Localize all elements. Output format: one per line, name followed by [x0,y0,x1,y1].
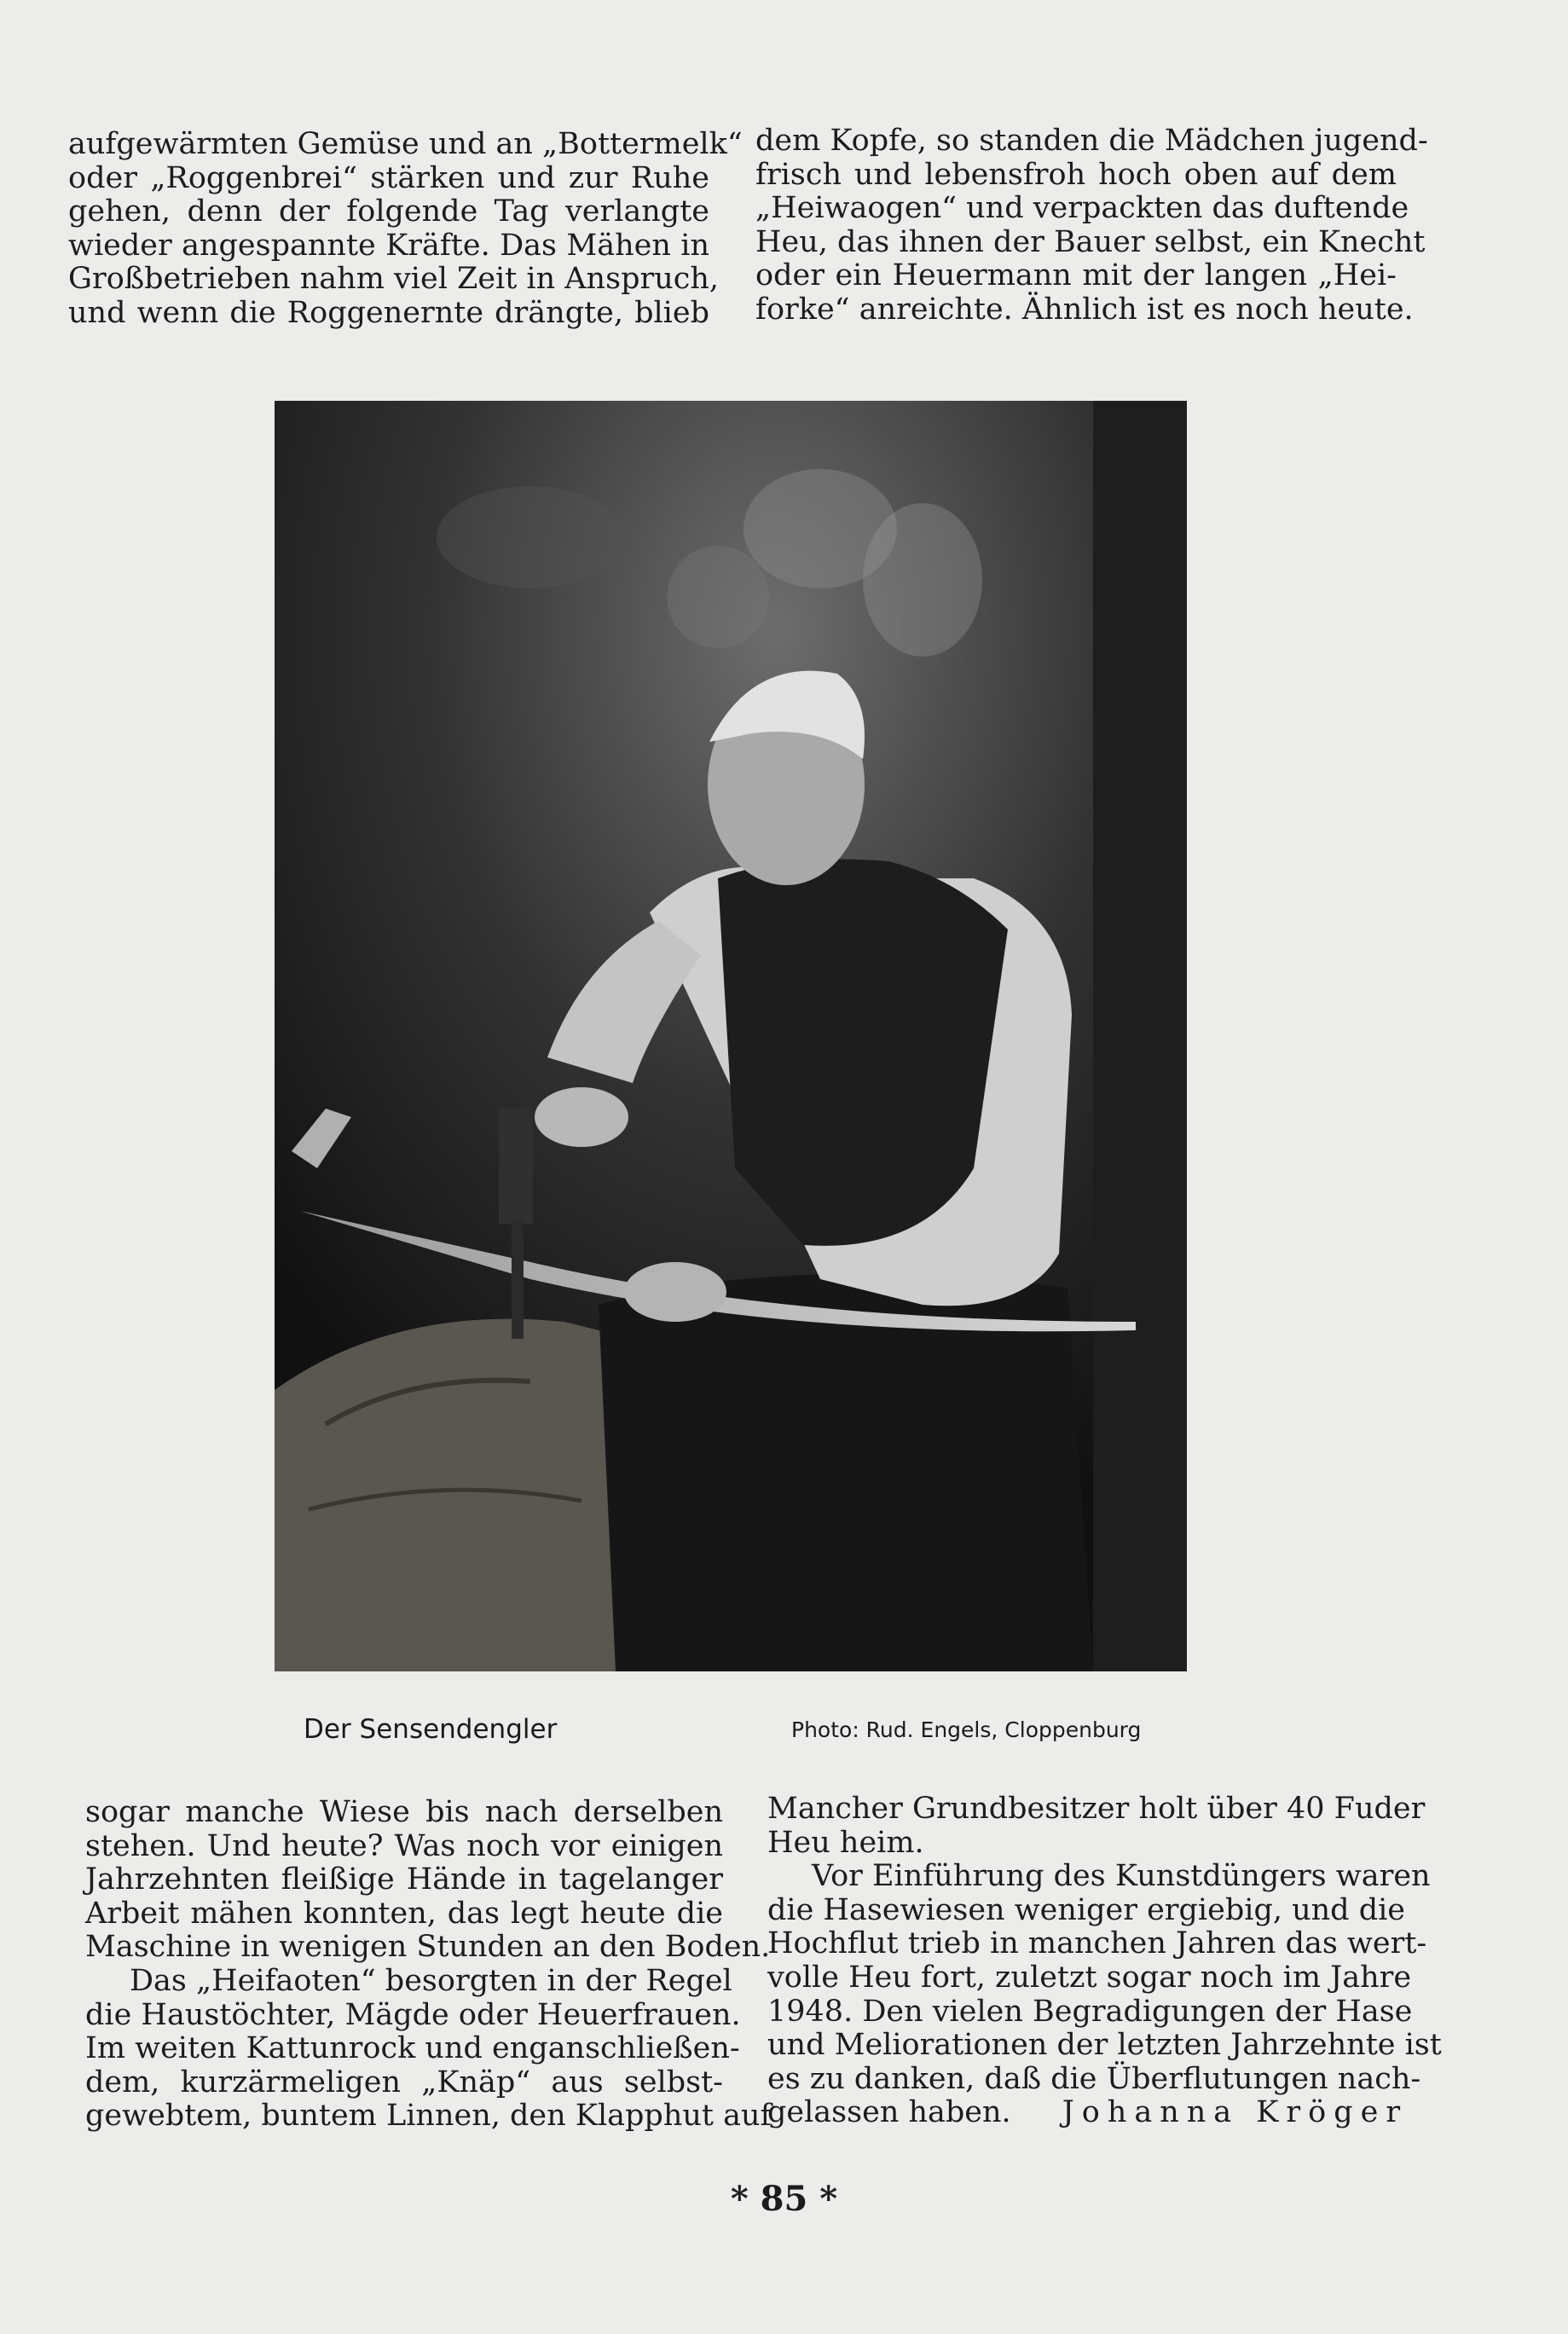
text-line: volle Heu fort, zuletzt sogar noch im Jahre [767,1960,1412,1995]
text-line: Heu heim. [767,1825,924,1860]
text-column-top-left [68,127,743,331]
text-line: sogar manche Wiese bis nach derselben [85,1795,723,1829]
text-line: Großbetrieben nahm viel Zeit in Anspruch, [68,262,720,297]
text-line: frisch und lebensfroh hoch oben auf dem [755,157,1397,192]
text-line: Vor Einführung des Kunstdüngers waren [812,1859,1431,1894]
text-line: und Meliorationen der letzten Jahrzehnte ist [767,2028,1442,2063]
text-line: es zu danken, daß die Überflutungen nach- [767,2061,1421,2096]
text-line: dem Kopfe, so standen die Mädchen jugend- [755,124,1428,158]
text-line-closing [767,2095,1409,2130]
text-line: Jahrzehnten fleißige Hände in tagelanger [85,1862,723,1897]
text-line: Im weiten Kattunrock und enganschließen- [85,2031,740,2066]
photograph-sensendengler [275,401,1187,1671]
text-line: Das „Heifaoten“ besorgten in der Regel [130,1963,732,1998]
text-column-bottom-right [767,1792,1442,2130]
page-number: * 85 * [730,2179,838,2219]
text-line: Heu, das ihnen der Bauer selbst, ein Knecht [755,224,1426,259]
text-line: gewebtem, buntem Linnen, den Klapphut auf [85,2099,772,2134]
author-name: Johanna Kröger [1062,2095,1409,2130]
closing-text: gelassen haben. [767,2095,1011,2130]
text-line: Hochflut trieb in manchen Jahren das wert- [767,1926,1427,1961]
text-line: aufgewärmten Gemüse und an „Bottermelk“ [68,127,743,161]
text-line: und wenn die Roggenernte drängte, blieb [68,295,709,330]
text-line: die Hasewiesen weniger ergiebig, und die [767,1892,1406,1927]
text-line: Maschine in wenigen Stunden an den Boden. [85,1930,771,1965]
photo-credit: Photo: Rud. Engels, Cloppenburg [791,1717,1142,1742]
figure-caption: Der Sensendengler [304,1714,558,1745]
text-line: stehen. Und heute? Was noch vor einigen [85,1828,723,1863]
text-line: gehen, denn der folgende Tag verlangte [68,194,709,229]
text-line: oder ein Heuermann mit der langen „Hei- [755,258,1397,293]
text-line: Arbeit mähen konnten, das legt heute die [85,1896,723,1931]
text-line: 1948. Den vielen Begradigungen der Hase [767,1994,1413,2029]
text-column-top-right [755,124,1428,327]
text-column-bottom-left [85,1795,772,2134]
text-line: „Heiwaogen“ und verpackten das duftende [755,191,1409,226]
photo-illustration [275,401,1187,1671]
text-line: forke“ anreichte. Ähnlich ist es noch heute. [755,292,1414,327]
text-line: die Haustöchter, Mägde oder Heuerfrauen. [85,1997,741,2032]
text-line: Mancher Grundbesitzer holt über 40 Fuder [767,1792,1426,1826]
text-line: dem, kurzärmeligen „Knäp“ aus selbst- [85,2065,723,2099]
text-line: wieder angespannte Kräfte. Das Mähen in [68,228,709,263]
text-line: oder „Roggenbrei“ stärken und zur Ruhe [68,160,709,195]
